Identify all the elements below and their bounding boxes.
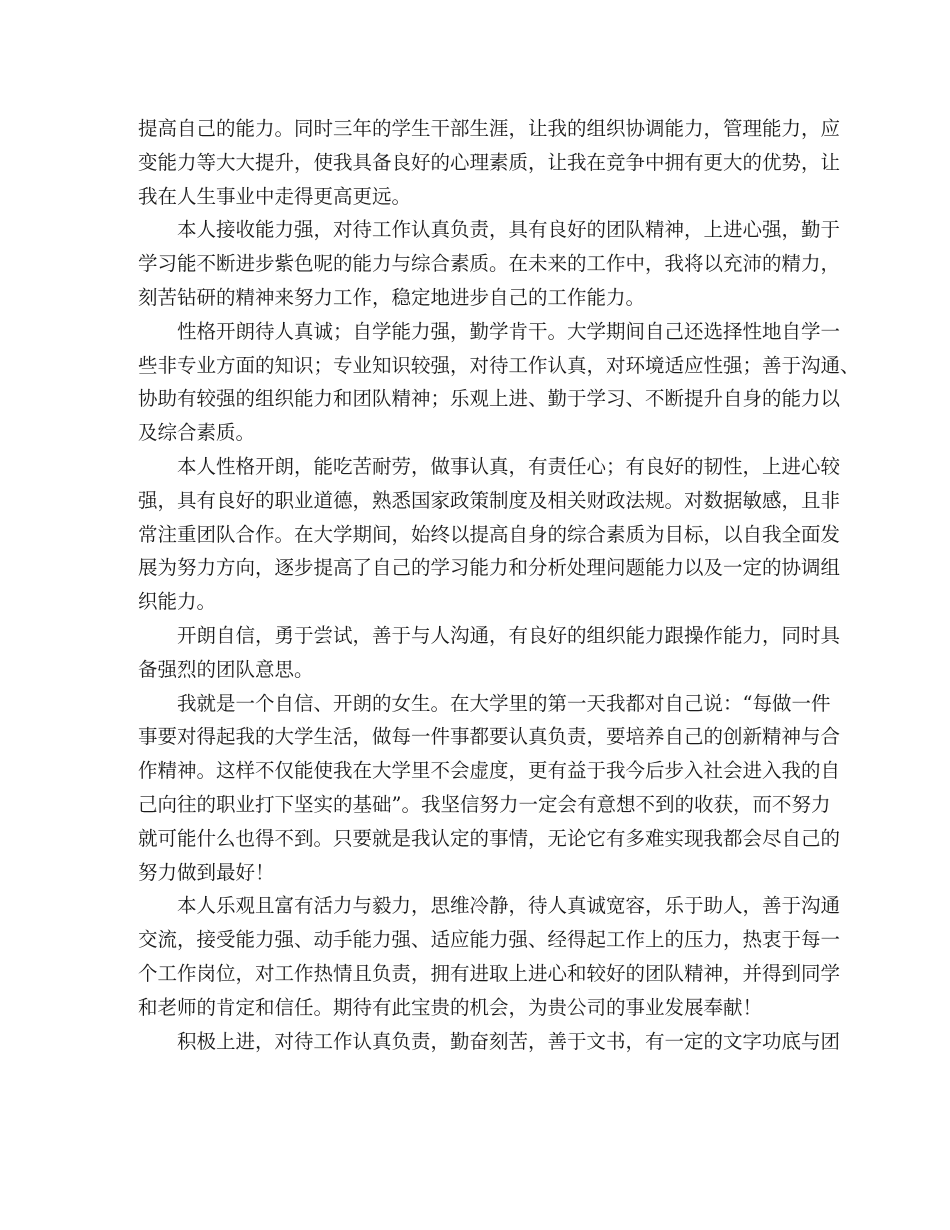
paragraph-line: 积极上进，对待工作认真负责，勤奋刻苦，善于文书，有一定的文字功底与团 <box>177 1029 841 1053</box>
paragraph <box>138 213 841 314</box>
paragraph <box>138 889 841 1024</box>
paragraph-line: 就可能什么也得不到。只要就是我认定的事情，无论它有多难实现我都会尽自己的 <box>138 826 841 850</box>
paragraph-line: 己向往的职业打下坚实的基础”。我坚信努力一定会有意想不到的收获，而不努力 <box>138 792 831 816</box>
paragraph <box>138 112 841 213</box>
document-body <box>138 112 860 1058</box>
paragraph-line: 强，具有良好的职业道德，熟悉国家政策制度及相关财政法规。对数据敏感，且非 <box>138 488 841 512</box>
paragraph-line: 常注重团队合作。在大学期间，始终以提高自身的综合素质为目标，以自我全面发 <box>138 522 841 546</box>
paragraph-line: 学习能不断进步紫色呢的能力与综合素质。在未来的工作中，我将以充沛的精力， <box>138 252 841 276</box>
paragraph-line: 展为努力方向，逐步提高了自己的学习能力和分析处理问题能力以及一定的协调组 <box>138 556 841 580</box>
paragraph-line: 备强烈的团队意思。 <box>138 657 314 681</box>
paragraph <box>138 315 860 450</box>
paragraph <box>138 687 841 890</box>
paragraph-line: 个工作岗位，对工作热情且负责，拥有进取上进心和较好的团队精神，并得到同学 <box>138 961 841 985</box>
paragraph-line: 作精神。这样不仅能使我在大学里不会虚度，更有益于我今后步入社会进入我的自 <box>138 759 841 783</box>
paragraph-line: 变能力等大大提升，使我具备良好的心理素质，让我在竞争中拥有更大的优势，让 <box>138 150 841 174</box>
paragraph-line: 协助有较强的组织能力和团队精神；乐观上进、勤于学习、不断提升自身的能力以 <box>138 387 841 411</box>
paragraph-line: 刻苦钻研的精神来努力工作，稳定地进步自己的工作能力。 <box>138 285 646 309</box>
paragraph-line: 性格开朗待人真诚；自学能力强，勤学肯干。大学期间自己还选择性地自学一 <box>177 319 841 343</box>
paragraph-line: 本人性格开朗，能吃苦耐劳，做事认真，有责任心；有良好的韧性，上进心较 <box>177 454 841 478</box>
paragraph-line: 本人乐观且富有活力与毅力，思维冷静，待人真诚宽容，乐于助人，善于沟通 <box>177 894 841 918</box>
paragraph-line: 些非专业方面的知识；专业知识较强，对待工作认真，对环境适应性强；善于沟通、 <box>138 353 860 377</box>
paragraph-line: 交流，接受能力强、动手能力强、适应能力强、经得起工作上的压力，热衷于每一 <box>138 928 841 952</box>
paragraph <box>138 450 841 619</box>
paragraph <box>138 619 841 687</box>
paragraph-line: 和老师的肯定和信任。期待有此宝贵的机会，为贵公司的事业发展奉献！ <box>138 995 763 1019</box>
paragraph-line: 我就是一个自信、开朗的女生。在大学里的第一天我都对自己说：“每做一件 <box>177 691 831 715</box>
paragraph-line: 提高自己的能力。同时三年的学生干部生涯，让我的组织协调能力，管理能力，应 <box>138 117 841 140</box>
paragraph-line: 我在人生事业中走得更高更远。 <box>138 184 412 208</box>
paragraph-line: 及综合素质。 <box>138 421 256 445</box>
paragraph-line: 开朗自信，勇于尝试，善于与人沟通，有良好的组织能力跟操作能力，同时具 <box>177 623 841 647</box>
paragraph-line: 本人接收能力强，对待工作认真负责，具有良好的团队精神，上进心强，勤于 <box>177 218 841 242</box>
paragraph-line: 织能力。 <box>138 590 217 614</box>
paragraph-line: 事要对得起我的大学生活，做每一件事都要认真负责，要培养自己的创新精神与合 <box>138 725 841 749</box>
paragraph-line: 努力做到最好！ <box>138 860 275 884</box>
paragraph <box>138 1025 841 1059</box>
